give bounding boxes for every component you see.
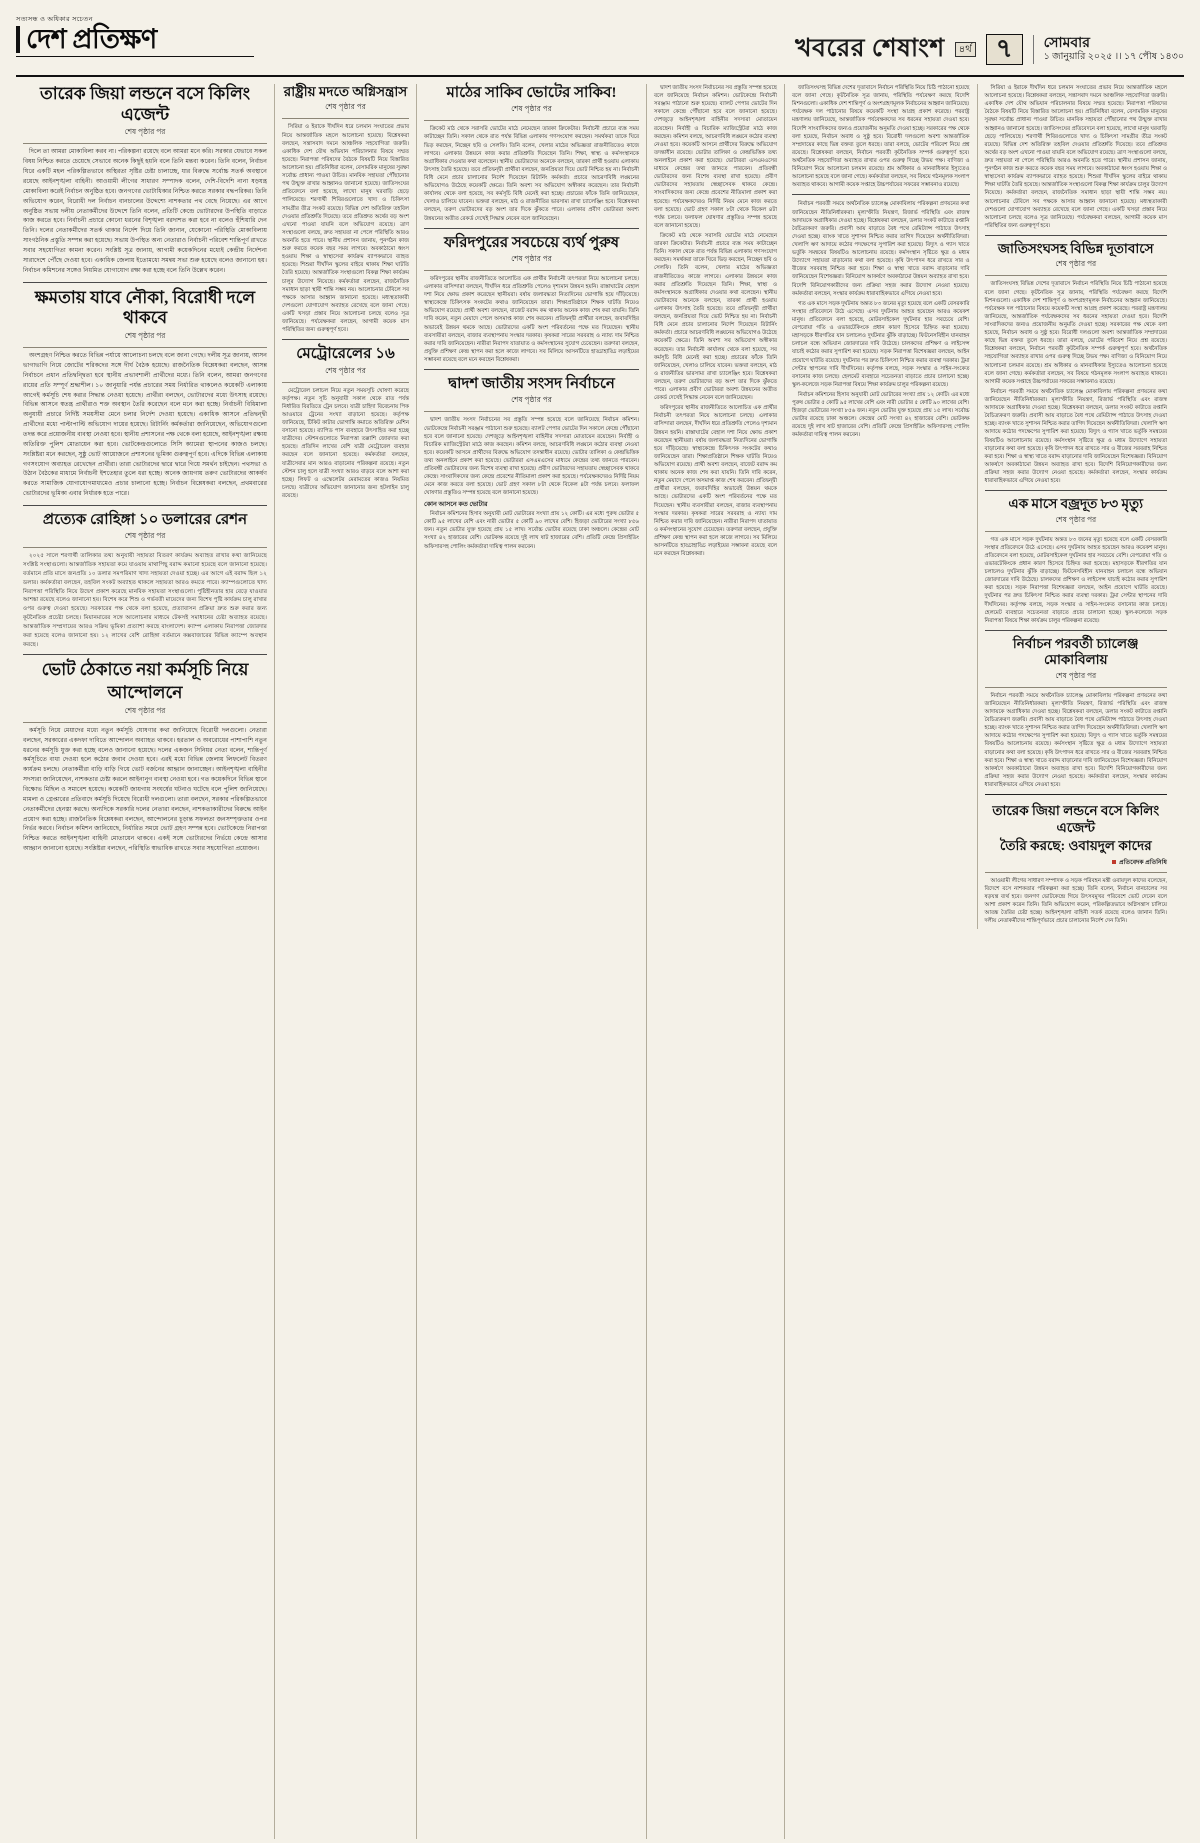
divider <box>792 194 970 195</box>
headline: তারেক জিয়া লন্ডনে বসে কিলিং এজেন্ট <box>39 84 251 124</box>
byline-text: শেষ পৃষ্ঠার পর <box>1055 670 1097 680</box>
article-continuation-left <box>654 84 777 558</box>
divider <box>985 630 1168 631</box>
headline: ফরিদপুরের সবচেয়ে ব্যর্থ পুরুষ <box>444 234 619 251</box>
headline: জাতিসংঘসহ বিভিন্ন দূতাবাসে <box>997 240 1154 256</box>
article-tarek-killing-agent-obaidul <box>985 803 1168 925</box>
paragraph: মেট্রোরেল চলাচল নিয়ে নতুন সময়সূচি ঘোষণা করেছে কর্তৃপক্ষ। নতুন সূচি অনুযায়ী সকাল থেকে রাত পর্যন্ত নির্ধারিত বিরতিতে ট্রেন চলবে। যাত্রী চাহিদা বিবেচনায় পিক আওয়ারে ট্রেনের সংখ্যা বাড়ানো হয়েছে। কর্তৃপক্ষ জানিয়েছে, টিকিট কাটার ভোগান্তি কমাতে অতিরিক্ত মেশিন বসানো হয়েছে। র‍্যাপিড পাস ব্যবহারে উৎসাহিত করা হচ্ছে যাত্রীদের। স্টেশনগুলোতে নিরাপত্তা তল্লাশি জোরদার করা হয়েছে। প্রতিদিন লাখের বেশি যাত্রী মেট্রোরেল ব্যবহার করছেন বলে জানানো হয়েছে। কর্মকর্তারা বলছেন, যাত্রীসেবার মান আরও বাড়ানোর পরিকল্পনা রয়েছে। নতুন স্টেশন চালু হলে যাত্রী সংখ্যা আরও বাড়বে বলে আশা করা হচ্ছে। লিফট ও এস্কেলেটর মেরামতের কাজও নিয়মিত চলছে। যাত্রীদের অভিযোগ জানানোর জন্য হটলাইন চালু রয়েছে। <box>282 387 409 500</box>
article-lightning-deaths <box>985 496 1168 625</box>
byline <box>985 259 1168 271</box>
divider <box>282 118 409 119</box>
logo-block[interactable] <box>16 14 266 57</box>
divider <box>282 382 409 383</box>
article-body <box>23 727 267 855</box>
column-4 <box>646 84 784 1839</box>
article-body-top <box>985 84 1168 230</box>
paragraph: জাতিসংঘসহ বিভিন্ন দেশের দূতাবাসে নির্বাচন পরিস্থিতি নিয়ে চিঠি পাঠানো হয়েছে বলে জানা গেছে। কূটনৈতিক সূত্র জানায়, পরিস্থিতি পর্যবেক্ষণ করছে বিদেশি মিশনগুলো। একাধিক দেশ শান্তিপূর্ণ ও অংশগ্রহণমূলক নির্বাচনের আহ্বান জানিয়েছে। পর্যবেক্ষক দল পাঠানোর বিষয়ে কয়েকটি সংস্থা আগ্রহ প্রকাশ করেছে। পররাষ্ট্র মন্ত্রণালয় জানিয়েছে, আন্তর্জাতিক পর্যবেক্ষকদের সব ধরনের সহায়তা দেওয়া হবে। বিদেশি সাংবাদিকদের জন্যও প্রয়োজনীয় অনুমতি দেওয়া হচ্ছে। সরকারের পক্ষ থেকে বলা হয়েছে, নির্বাচন অবাধ ও সুষ্ঠু হবে। বিরোধী দলগুলো অবশ্য আন্তর্জাতিক সম্প্রদায়ের কাছে ভিন্ন বক্তব্য তুলে ধরছে। তারা বলছে, ভোটের পরিবেশ নিয়ে প্রশ্ন রয়েছে। বিশ্লেষকরা বলছেন, নির্বাচন পরবর্তী কূটনৈতিক সম্পর্ক গুরুত্বপূর্ণ হবে। অর্থনৈতিক সহযোগিতা অব্যাহত রাখার ওপর গুরুত্ব দিচ্ছে উভয় পক্ষ। বাণিজ্য ও বিনিয়োগ নিয়ে আলোচনা চলমান রয়েছে। শ্রম অধিকার ও মানবাধিকার ইস্যুতেও আলোচনা হয়েছে বলে জানা গেছে। কর্মকর্তারা বলছেন, সব বিষয়ে গঠনমূলক সংলাপ অব্যাহত থাকবে। আগামী কয়েক সপ্তাহে উচ্চপর্যায়ের সফরের সম্ভাবনাও রয়েছে। <box>984 281 1167 385</box>
divider <box>23 547 267 548</box>
article-body <box>985 877 1168 926</box>
paragraph: ক্রিকেট মাঠ থেকে সরাসরি ভোটের মাঠে নেমেছেন তারকা ক্রিকেটার। নির্বাচনী প্রচারে ব্যস্ত সময় কাটাচ্ছেন তিনি। সকাল থেকে রাত পর্যন্ত বিভিন্ন এলাকায় গণসংযোগ করছেন। সমর্থকরা তাকে ঘিরে ভিড় করছেন, নিচ্ছেন ছবি ও সেলফি। তিনি বলেন, খেলার মাঠের অভিজ্ঞতা রাজনীতিতেও কাজে লাগবে। এলাকার উন্নয়নে কাজ করার প্রতিশ্রুতি দিয়েছেন তিনি। শিক্ষা, স্বাস্থ্য ও কর্মসংস্থানকে অগ্রাধিকার দেওয়ার কথা বলেছেন। স্থানীয় ভোটারদের অনেকে বলছেন, তারকা প্রার্থী হওয়ায় এলাকায় উৎসাহ তৈরি হয়েছে। তবে প্রতিদ্বন্দ্বী প্রার্থীরা বলছেন, জনপ্রিয়তা দিয়ে ভোট নিশ্চিত হয় না। নির্বাচনী বিধি মেনে প্রচার চালানোর নির্দেশ দিয়েছেন রিটার্নিং কর্মকর্তা। প্রচারে আচরণবিধি লঙ্ঘনের অভিযোগও উঠেছে কয়েকটি ক্ষেত্রে। তিনি অবশ্য সব অভিযোগ অস্বীকার করেছেন। তার নির্বাচনী কার্যালয় থেকে বলা হয়েছে, সব কর্মসূচি বিধি মেনেই করা হচ্ছে। প্রচারের ফাঁকে তিনি জানিয়েছেন, খেলাও চালিয়ে যাবেন। ভক্তরা বলছেন, মাঠ ও রাজনীতির ভারসাম্য রাখা চ্যালেঞ্জিং হবে। বিশ্লেষকরা বলছেন, তরুণ ভোটারদের বড় অংশ তার দিকে ঝুঁকতে পারে। এলাকার প্রবীণ ভোটাররা অবশ্য উন্নয়নের অতীত রেকর্ড দেখেই সিদ্ধান্ত নেবেন বলে জানিয়েছেন। <box>424 126 639 222</box>
column-5-left <box>792 84 978 929</box>
byline <box>23 127 267 139</box>
article-body <box>424 275 639 364</box>
article-body <box>282 123 409 334</box>
article-body-continuation <box>792 84 970 189</box>
columns-container <box>16 84 1184 1839</box>
paragraph: দ্বাদশ জাতীয় সংসদ নির্বাচনের সব প্রস্তুতি সম্পন্ন হয়েছে বলে জানিয়েছে নির্বাচন কমিশন। ভোটকেন্দ্রে নির্বাচনী সরঞ্জাম পাঠানো শুরু হয়েছে। ব্যালট পেপার ভোটের দিন সকালে কেন্দ্রে পৌঁছানো হবে বলে জানানো হয়েছে। দেশজুড়ে আইনশৃঙ্খলা বাহিনীর সদস্যরা মোতায়েন রয়েছেন। নির্বাহী ও বিচারিক ম্যাজিস্ট্রেটরা মাঠে কাজ করছেন। কমিশন বলছে, আচরণবিধি লঙ্ঘনে কঠোর ব্যবস্থা নেওয়া হবে। কয়েকটি আসনে প্রার্থীদের বিরুদ্ধে অভিযোগ তদন্তাধীন রয়েছে। ভোটার তালিকা ও কেন্দ্রভিত্তিক তথ্য অনলাইনে প্রকাশ করা হয়েছে। ভোটাররা এসএমএসের মাধ্যমে কেন্দ্রের তথ্য জানতে পারবেন। প্রতিবন্ধী ভোটারদের জন্য বিশেষ ব্যবস্থা রাখা হয়েছে। প্রবীণ ভোটারদের সহায়তায় স্বেচ্ছাসেবক থাকবে কেন্দ্রে। সাংবাদিকদের জন্য কেন্দ্রে প্রবেশের নীতিমালা প্রকাশ করা হয়েছে। পর্যবেক্ষকদেরও নির্দিষ্ট নিয়ম মেনে কাজ করতে বলা হয়েছে। ভোট গ্রহণ সকাল ৮টা থেকে বিকেল ৪টা পর্যন্ত চলবে। ফলাফল ঘোষণার প্রস্তুতিও সম্পন্ন হয়েছে বলে জানানো হয়েছে। <box>424 417 639 497</box>
article-faridpur <box>424 234 639 365</box>
column-1 <box>16 84 274 1839</box>
article-body <box>985 280 1168 485</box>
divider <box>985 235 1168 236</box>
headline: নির্বাচন পরবর্তী চ্যালেঞ্জ মোকাবিলায় <box>1012 635 1139 668</box>
paragraph-3: নির্বাচন কমিশনের হিসাব অনুযায়ী মোট ভোটারের সংখ্যা প্রায় ১২ কোটি। এর মধ্যে পুরুষ ভোটার ৫ কোটি ৯৫ লাখের বেশি এবং নারী ভোটার ৫ কোটি ৯০ লাখের বেশি। হিজড়া ভোটারের সংখ্যা ৮৫৬ জন। নতুন ভোটার যুক্ত হয়েছে প্রায় ১৫ লাখ। সর্বোচ্চ ভোটার রয়েছে ঢাকা অঞ্চলে। কেন্দ্রের মোট সংখ্যা ৪২ হাজারের বেশি। ভোটকক্ষ রয়েছে দুই লাখ ষাট হাজারের বেশি। প্রতিটি কেন্দ্রে প্রিসাইডিং অফিসারসহ পোলিং কর্মকর্তারা দায়িত্ব পালন করবেন। <box>792 391 970 439</box>
divider <box>985 794 1168 798</box>
divider <box>424 369 639 370</box>
divider <box>424 120 639 121</box>
column-5-right <box>978 84 1168 929</box>
byline-text: শেষ পৃষ্ঠার পর <box>124 127 166 137</box>
article-tarek-killing-agent <box>23 84 267 277</box>
article-body <box>282 387 409 501</box>
headline: মেট্রোরেলের ১৬ <box>296 346 395 363</box>
divider <box>23 347 267 348</box>
paragraph: দিলে তা আমরা মোকাবিলা করব না। পরিকল্পনা রয়েছে বলে আমরা মনে করি। সরকার যেভাবে সকল বিষয় নিশ্চিত করতে চেয়েছে সেভাবে অনেক কিছুই হয়নি বলে তিনি মন্তব্য করেন। তিনি বলেন, নির্বাচন ঘিরে একটি মহল পরিকল্পিতভাবে অস্থিরতা সৃষ্টির চেষ্টা চালাচ্ছে, যার বিরুদ্ধে সর্বোচ্চ সতর্ক অবস্থানে রয়েছে আইনশৃঙ্খলা বাহিনী। আওয়ামী লীগের সাধারণ সম্পাদক বলেন, দেশি-বিদেশি নানা ষড়যন্ত্র মোকাবিলা করেই নির্বাচন অনুষ্ঠিত হবে। জনগণের ভোটাধিকার নিশ্চিত করতে সরকার বদ্ধপরিকর। তিনি অভিযোগ করেন, বিরোধী দল নির্বাচন বানচালের উদ্দেশ্যে নাশকতার পথ বেছে নিয়েছে। এর আগে অনুষ্ঠিত সভায় দলীয় নেতাকর্মীদের উদ্দেশে তিনি বলেন, প্রতিটি কেন্দ্রে ভোটারদের উপস্থিতি বাড়াতে কাজ করতে হবে। নির্বাচনী প্রচারে কোনো ধরনের বিশৃঙ্খলা বরদাশত করা হবে না বলেও হুঁশিয়ারি দেন তিনি। দলের নেতাকর্মীদের সতর্ক থাকার নির্দেশ দিয়ে তিনি জানান, যেকোনো পরিস্থিতি মোকাবিলায় সাংগঠনিক প্রস্তুতি সম্পন্ন করা হয়েছে। সভায় উপস্থিত অন্য নেতারাও নির্বাচনী পরিবেশ শান্তিপূর্ণ রাখতে সবার সহযোগিতা কামনা করেন। সংশ্লিষ্ট সূত্র জানায়, আগামী কয়েকদিনের মধ্যেই কেন্দ্রীয় নির্দেশনা সারাদেশে পৌঁছে দেওয়া হবে। একাধিক জেলায় ইতোমধ্যে সমন্বয় সভা শুরু হয়েছে বলেও জানানো হয়। নির্বাচন কমিশনের সঙ্গেও নিয়মিত যোগাযোগ রক্ষা করা হচ্ছে বলে তিনি উল্লেখ করেন। <box>23 149 267 274</box>
byline <box>424 254 639 266</box>
headline: ক্ষমতায় যাবে নৌকা, বিরোধী দলে থাকবে <box>34 287 256 328</box>
byline-text: শেষ পৃষ্ঠার পর <box>325 365 366 375</box>
credit-text: প্রতিবেদক প্রতিনিধি <box>1119 858 1167 866</box>
byline <box>985 671 1168 683</box>
byline-text: শেষ পৃষ্ঠার পর <box>1055 514 1097 524</box>
divider <box>424 270 639 271</box>
byline-text: শেষ পৃষ্ঠার পর <box>511 395 552 405</box>
sub-kicker: কোন আসনে কত ভোটার <box>424 500 488 508</box>
divider <box>985 490 1168 491</box>
masthead-right <box>795 14 1184 71</box>
byline-text: শেষ পৃষ্ঠার পর <box>124 331 166 341</box>
byline-text: শেষ পৃষ্ঠার পর <box>511 104 552 114</box>
byline-text: শেষ পৃষ্ঠার পর <box>325 102 366 112</box>
headline: এক মাসে বজ্রদূত ৮৩ মৃত্যু <box>1008 496 1144 512</box>
article-vote-protest-program <box>23 660 267 855</box>
column-3 <box>416 84 646 1839</box>
byline <box>282 366 409 378</box>
byline <box>424 104 639 116</box>
divider <box>23 505 267 506</box>
byline-text: শেষ পৃষ্ঠার পর <box>124 531 166 541</box>
square-bullet-icon <box>1112 860 1116 864</box>
article-12th-parliament <box>424 375 639 551</box>
byline <box>23 706 267 718</box>
headline-line-1: ভোট ঠেকাতে নয়া কর্মসূচি নিয়ে <box>41 660 249 680</box>
paragraph-2: নির্বাচন কমিশনের হিসাব অনুযায়ী মোট ভোটারের সংখ্যা প্রায় ১২ কোটি। এর মধ্যে পুরুষ ভোটার ৫ কোটি ৯৫ লাখের বেশি এবং নারী ভোটার ৫ কোটি ৯০ লাখের বেশি। হিজড়া ভোটারের সংখ্যা ৮৫৬ জন। নতুন ভোটার যুক্ত হয়েছে প্রায় ১৫ লাখ। সর্বোচ্চ ভোটার রয়েছে ঢাকা অঞ্চলে। কেন্দ্রের মোট সংখ্যা ৪২ হাজারের বেশি। ভোটকক্ষ রয়েছে দুই লাখ ষাট হাজারের বেশি। প্রতিটি কেন্দ্রে প্রিসাইডিং অফিসারসহ পোলিং কর্মকর্তারা দায়িত্ব পালন করবেন। <box>424 511 639 550</box>
masthead <box>16 14 1184 77</box>
paragraph: নির্বাচন পরবর্তী সময়ে অর্থনৈতিক চ্যালেঞ্জ মোকাবিলায় পরিকল্পনা প্রণয়নের কথা জানিয়েছেন নীতিনির্ধারকরা। মূল্যস্ফীতি নিয়ন্ত্রণ, রিজার্ভ পরিস্থিতি এবং রাজস্ব আদায়কে অগ্রাধিকার দেওয়া হচ্ছে। বিশ্লেষকরা বলছেন, ডলার সংকট কাটাতে রপ্তানি বৈচিত্র্যকরণ জরুরি। প্রবাসী আয় বাড়াতে বৈধ পথে রেমিট্যান্স পাঠাতে উৎসাহ দেওয়া হচ্ছে। ব্যাংক খাতে সুশাসন নিশ্চিত করার তাগিদ দিয়েছেন অর্থনীতিবিদরা। খেলাপি ঋণ আদায়ে কঠোর পদক্ষেপের সুপারিশ করা হয়েছে। বিদ্যুৎ ও গ্যাস খাতে ভর্তুকি সমন্বয়ের বিষয়টিও আলোচনায় রয়েছে। কর্মসংস্থান সৃষ্টিতে ক্ষুদ্র ও মধ্যম উদ্যোগে সহায়তা বাড়ানোর কথা বলা হয়েছে। কৃষি উৎপাদন ধরে রাখতে সার ও বীজের সরবরাহ নিশ্চিত করা হবে। শিক্ষা ও স্বাস্থ্য খাতে বরাদ্দ বাড়ানোর দাবি জানিয়েছেন বিশেষজ্ঞরা। বিনিয়োগ আকর্ষণে অবকাঠামো উন্নয়ন অব্যাহত রাখা হবে। বিদেশি বিনিয়োগকারীদের জন্য প্রক্রিয়া সহজ করার উদ্যোগ নেওয়া হয়েছে। কর্মকর্তারা বলছেন, সংস্কার কার্যক্রম ধারাবাহিকভাবে এগিয়ে নেওয়া হবে। <box>792 201 970 297</box>
column-2 <box>274 84 416 1839</box>
paragraph: দ্বাদশ জাতীয় সংসদ নির্বাচনের সব প্রস্তুতি সম্পন্ন হয়েছে বলে জানিয়েছে নির্বাচন কমিশন। ভোটকেন্দ্রে নির্বাচনী সরঞ্জাম পাঠানো শুরু হয়েছে। ব্যালট পেপার ভোটের দিন সকালে কেন্দ্রে পৌঁছানো হবে বলে জানানো হয়েছে। দেশজুড়ে আইনশৃঙ্খলা বাহিনীর সদস্যরা মোতায়েন রয়েছেন। নির্বাহী ও বিচারিক ম্যাজিস্ট্রেটরা মাঠে কাজ করছেন। কমিশন বলছে, আচরণবিধি লঙ্ঘনে কঠোর ব্যবস্থা নেওয়া হবে। কয়েকটি আসনে প্রার্থীদের বিরুদ্ধে অভিযোগ তদন্তাধীন রয়েছে। ভোটার তালিকা ও কেন্দ্রভিত্তিক তথ্য অনলাইনে প্রকাশ করা হয়েছে। ভোটাররা এসএমএসের মাধ্যমে কেন্দ্রের তথ্য জানতে পারবেন। প্রতিবন্ধী ভোটারদের জন্য বিশেষ ব্যবস্থা রাখা হয়েছে। প্রবীণ ভোটারদের সহায়তায় স্বেচ্ছাসেবক থাকবে কেন্দ্রে। সাংবাদিকদের জন্য কেন্দ্রে প্রবেশের নীতিমালা প্রকাশ করা হয়েছে। পর্যবেক্ষকদেরও নির্দিষ্ট নিয়ম মেনে কাজ করতে বলা হয়েছে। ভোট গ্রহণ সকাল ৮টা থেকে বিকেল ৪টা পর্যন্ত চলবে। ফলাফল ঘোষণার প্রস্তুতিও সম্পন্ন হয়েছে বলে জানানো হয়েছে। <box>654 85 777 229</box>
divider <box>985 275 1168 276</box>
divider <box>282 339 409 340</box>
headline-line-2: আন্দোলনে <box>107 683 183 703</box>
byline <box>23 331 267 343</box>
byline <box>424 395 639 407</box>
byline <box>985 515 1168 527</box>
byline-text: শেষ পৃষ্ঠার পর <box>1055 259 1097 269</box>
divider <box>23 143 267 144</box>
divider <box>985 687 1168 688</box>
paragraph-2: নির্বাচন পরবর্তী সময়ে অর্থনৈতিক চ্যালেঞ্জ মোকাবিলায় পরিকল্পনা প্রণয়নের কথা জানিয়েছেন নীতিনির্ধারকরা। মূল্যস্ফীতি নিয়ন্ত্রণ, রিজার্ভ পরিস্থিতি এবং রাজস্ব আদায়কে অগ্রাধিকার দেওয়া হচ্ছে। বিশ্লেষকরা বলছেন, ডলার সংকট কাটাতে রপ্তানি বৈচিত্র্যকরণ জরুরি। প্রবাসী আয় বাড়াতে বৈধ পথে রেমিট্যান্স পাঠাতে উৎসাহ দেওয়া হচ্ছে। ব্যাংক খাতে সুশাসন নিশ্চিত করার তাগিদ দিয়েছেন অর্থনীতিবিদরা। খেলাপি ঋণ আদায়ে কঠোর পদক্ষেপের সুপারিশ করা হয়েছে। বিদ্যুৎ ও গ্যাস খাতে ভর্তুকি সমন্বয়ের বিষয়টিও আলোচনায় রয়েছে। কর্মসংস্থান সৃষ্টিতে ক্ষুদ্র ও মধ্যম উদ্যোগে সহায়তা বাড়ানোর কথা বলা হয়েছে। কৃষি উৎপাদন ধরে রাখতে সার ও বীজের সরবরাহ নিশ্চিত করা হবে। শিক্ষা ও স্বাস্থ্য খাতে বরাদ্দ বাড়ানোর দাবি জানিয়েছেন বিশেষজ্ঞরা। বিনিয়োগ আকর্ষণে অবকাঠামো উন্নয়ন অব্যাহত রাখা হবে। বিদেশি বিনিয়োগকারীদের জন্য প্রক্রিয়া সহজ করার উদ্যোগ নেওয়া হয়েছে। কর্মকর্তারা বলছেন, সংস্কার কার্যক্রম ধারাবাহিকভাবে এগিয়ে নেওয়া হবে। <box>984 388 1167 485</box>
article-body-continuation-2 <box>792 200 970 439</box>
byline-text: শেষ পৃষ্ঠার পর <box>124 705 166 715</box>
page-badge: ৪র্থ <box>955 42 976 57</box>
article-nouka-power <box>23 288 267 500</box>
article-body <box>23 552 267 649</box>
article-credit <box>985 857 1168 868</box>
divider <box>424 411 639 412</box>
paragraph-2: ক্রিকেট মাঠ থেকে সরাসরি ভোটের মাঠে নেমেছেন তারকা ক্রিকেটার। নির্বাচনী প্রচারে ব্যস্ত সময় কাটাচ্ছেন তিনি। সকাল থেকে রাত পর্যন্ত বিভিন্ন এলাকায় গণসংযোগ করছেন। সমর্থকরা তাকে ঘিরে ভিড় করছেন, নিচ্ছেন ছবি ও সেলফি। তিনি বলেন, খেলার মাঠের অভিজ্ঞতা রাজনীতিতেও কাজে লাগবে। এলাকার উন্নয়নে কাজ করার প্রতিশ্রুতি দিয়েছেন তিনি। শিক্ষা, স্বাস্থ্য ও কর্মসংস্থানকে অগ্রাধিকার দেওয়ার কথা বলেছেন। স্থানীয় ভোটারদের অনেকে বলছেন, তারকা প্রার্থী হওয়ায় এলাকায় উৎসাহ তৈরি হয়েছে। তবে প্রতিদ্বন্দ্বী প্রার্থীরা বলছেন, জনপ্রিয়তা দিয়ে ভোট নিশ্চিত হয় না। নির্বাচনী বিধি মেনে প্রচার চালানোর নির্দেশ দিয়েছেন রিটার্নিং কর্মকর্তা। প্রচারে আচরণবিধি লঙ্ঘনের অভিযোগও উঠেছে কয়েকটি ক্ষেত্রে। তিনি অবশ্য সব অভিযোগ অস্বীকার করেছেন। তার নির্বাচনী কার্যালয় থেকে বলা হয়েছে, সব কর্মসূচি বিধি মেনেই করা হচ্ছে। প্রচারের ফাঁকে তিনি জানিয়েছেন, খেলাও চালিয়ে যাবেন। ভক্তরা বলছেন, মাঠ ও রাজনীতির ভারসাম্য রাখা চ্যালেঞ্জিং হবে। বিশ্লেষকরা বলছেন, তরুণ ভোটারদের বড় অংশ তার দিকে ঝুঁকতে পারে। এলাকার প্রবীণ ভোটাররা অবশ্য উন্নয়নের অতীত রেকর্ড দেখেই সিদ্ধান্ত নেবেন বলে জানিয়েছেন। <box>654 232 777 402</box>
headline-line-1: তারেক জিয়া লন্ডনে বসে কিলিং এজেন্ট <box>992 803 1160 835</box>
paragraph: আওয়ামী লীগের সাধারণ সম্পাদক ও সড়ক পরিবহন মন্ত্রী ওবায়দুল কাদের বলেছেন, বিদেশে বসে নাশকতার পরিকল্পনা করা হচ্ছে। তিনি বলেন, নির্বাচন বানচালের সব ষড়যন্ত্র ব্যর্থ হবে। জনগণ ভোটকেন্দ্রে গিয়ে উৎসবমুখর পরিবেশে ভোট দেবেন বলে আশা প্রকাশ করেন তিনি। তিনি অভিযোগ করেন, পরিকল্পিতভাবে অগ্নিসন্ত্রাস চালিয়ে আতঙ্ক তৈরির চেষ্টা হচ্ছে। আইনশৃঙ্খলা বাহিনী সতর্ক রয়েছে বলেও জানান তিনি। দলীয় নেতাকর্মীদের শান্তিপূর্ণভাবে প্রচার চালানোর নির্দেশ দেন তিনি। <box>984 877 1167 925</box>
article-post-election-challenge <box>985 636 1168 789</box>
byline <box>282 102 409 114</box>
article-body <box>23 352 267 500</box>
byline-text: শেষ পৃষ্ঠার পর <box>511 253 552 263</box>
logo-underline <box>16 56 254 57</box>
paragraph: কর্মসূচি নিয়ে মেয়াদের মধ্যে নতুন কর্মসূচি ঘোষণার কথা জানিয়েছে বিরোধী দলগুলো। নেতারা বলছেন, সরকারের একদফা দাবিতে আন্দোলন অব্যাহত থাকবে। হরতাল ও অবরোধের পাশাপাশি নতুন ধরনের কর্মসূচি যুক্ত করা হচ্ছে বলেও জানানো হয়েছে। দলের একজন সিনিয়র নেতা বলেন, শান্তিপূর্ণ কর্মসূচিতে বাধা দেওয়া হলে কঠোর জবাব দেওয়া হবে। এরই মধ্যে বিভিন্ন জেলায় লিফলেট বিতরণ কার্যক্রম চলছে। নেতাকর্মীরা বাড়ি বাড়ি গিয়ে ভোট বর্জনের আহ্বান জানাচ্ছেন। আইনশৃঙ্খলা বাহিনীর সদস্যরা জানিয়েছেন, নাশকতার চেষ্টা করলে আইনানুগ ব্যবস্থা নেওয়া হবে। গত কয়েকদিনে বিভিন্ন স্থানে বিক্ষোভ মিছিল ও সমাবেশ হয়েছে। কয়েকটি জায়গায় সংঘর্ষের ঘটনাও ঘটেছে বলে পুলিশ জানিয়েছে। মামলা ও গ্রেপ্তারের প্রতিবাদে কর্মসূচি দিয়েছে বিরোধী দলগুলো। তারা বলছেন, সরকার পরিকল্পিতভাবে নেতাকর্মীদের হেনস্তা করছে। অন্যদিকে সরকারি দলের নেতারা বলছেন, নাশকতাকারীদের বিরুদ্ধে আইন প্রয়োগ করা হচ্ছে। রাজনৈতিক বিশ্লেষকরা বলছেন, আন্দোলনের চূড়ান্ত সফলতা জনসম্পৃক্ততার ওপর নির্ভর করবে। নির্বাচন কমিশন জানিয়েছে, নির্ধারিত সময়ে ভোট গ্রহণ সম্পন্ন হবে। ভোটকেন্দ্রে নিরাপত্তা নিশ্চিত করতে আইনশৃঙ্খলা বাহিনী মোতায়েন থাকবে। একই সঙ্গে ভোটারদের নির্ভয়ে কেন্দ্রে আসার আহ্বান জানানো হয়েছে। সংশ্লিষ্টরা বলছেন, পরিস্থিতি স্বাভাবিক রাখতে সবার সহযোগিতা প্রয়োজন। <box>23 727 267 853</box>
page-number: ৭ <box>986 34 1023 65</box>
divider <box>23 722 267 723</box>
article-rohingya-ration <box>23 511 267 649</box>
headline: রাষ্ট্রীয় মদতে অগ্নিসন্ত্রাস <box>283 84 408 99</box>
paragraph: ২০২৫ সালে শরণার্থী তালিকার তথ্য অনুযায়ী সহায়তা বিতরণ কার্যক্রম অব্যাহত রাখার কথা জানিয়েছে সংশ্লিষ্ট সংস্থাগুলো। আন্তর্জাতিক সহায়তা কমে যাওয়ায় মাথাপিছু বরাদ্দ কমানো হয়েছে বলে জানানো হয়েছে। বর্তমানে প্রতি মাসে জনপ্রতি ১০ ডলার সমপরিমাণ খাদ্য সহায়তা দেওয়া হচ্ছে। এর আগে এই বরাদ্দ ছিল ১২ ডলার। কর্মকর্তারা বলছেন, তহবিল সংকট অব্যাহত থাকলে সহায়তা আরও কমতে পারে। ক্যাম্পগুলোতে খাদ্য নিরাপত্তা পরিস্থিতি নিয়ে উদ্বেগ প্রকাশ করেছে মানবিক সহায়তা সংস্থাগুলো। পুষ্টিহীনতার হার বেড়ে যাওয়ার আশঙ্কা রয়েছে বলেও জানানো হয়। বিশেষ করে শিশু ও গর্ভবতী মায়েদের জন্য বিশেষ পুষ্টি কার্যক্রম চালু রাখার ওপর গুরুত্ব দেওয়া হয়েছে। সরকারের পক্ষ থেকে বলা হয়েছে, প্রত্যাবাসন প্রক্রিয়া দ্রুত শুরু করার জন্য কূটনৈতিক প্রচেষ্টা চলছে। মিয়ানমারের সঙ্গে আলোচনার মাধ্যমে টেকসই সমাধানের চেষ্টা অব্যাহত রয়েছে। আন্তর্জাতিক সম্প্রদায়ের আরও সক্রিয় ভূমিকা প্রত্যাশা করছে বাংলাদেশ। ক্যাম্প এলাকায় নিরাপত্তা জোরদার করা হয়েছে বলেও জানানো হয়। ১২ লাখের বেশি রোহিঙ্গা বর্তমানে কক্সবাজারের বিভিন্ন ক্যাম্পে অবস্থান করছে। <box>23 553 267 648</box>
date-full: ১ জানুয়ারি ২০২৫ ।। ১৭ পৌষ ১৪৩০ <box>1043 52 1184 63</box>
paragraph-3: ফরিদপুরের স্থানীয় রাজনীতিতে আলোচিত এক প্রার্থীর নির্বাচনী তৎপরতা নিয়ে আলোচনা চলছে। এলাকার বাসিন্দারা বলছেন, দীর্ঘদিন ধরে প্রতিশ্রুতি পেলেও দৃশ্যমান উন্নয়ন হয়নি। রাস্তাঘাটের বেহাল দশা নিয়ে ক্ষোভ প্রকাশ করেছেন স্থানীয়রা। বর্ষায় জলাবদ্ধতা নিত্যদিনের ভোগান্তি হয়ে দাঁড়িয়েছে। স্বাস্থ্যকেন্দ্রে চিকিৎসক সংকটের কথাও জানিয়েছেন তারা। শিক্ষাপ্রতিষ্ঠানে শিক্ষক ঘাটতি নিয়েও অভিযোগ রয়েছে। প্রার্থী অবশ্য বলছেন, বাজেট বরাদ্দ কম থাকায় অনেক কাজ শেষ করা যায়নি। তিনি দাবি করেন, নতুন মেয়াদে পেলে অসমাপ্ত কাজ শেষ করবেন। প্রতিদ্বন্দ্বী প্রার্থীরা বলছেন, জবাবদিহির অভাবেই উন্নয়ন থমকে আছে। ভোটারদের একটি অংশ পরিবর্তনের পক্ষে মত দিয়েছেন। স্থানীয় ব্যবসায়ীরা বলছেন, বাজার ব্যবস্থাপনায় সংস্কার দরকার। কৃষকরা সারের সরবরাহ ও ন্যায্য দাম নিশ্চিত করার দাবি জানিয়েছেন। নারীরা নিরাপদ যাতায়াত ও কর্মসংস্থানের সুযোগ চেয়েছেন। তরুণরা বলছেন, প্রযুক্তি প্রশিক্ষণ কেন্দ্র স্থাপন করা হলে কাজে লাগবে। সব মিলিয়ে আসনটিতে হাড্ডাহাড্ডি লড়াইয়ের সম্ভাবনা রয়েছে বলে মনে করছেন বিশ্লেষকরা। <box>654 405 777 558</box>
article-state-sponsored-arson <box>282 84 409 334</box>
article-body <box>23 148 267 276</box>
logo-text: দেশ প্রতিক্ষণ <box>16 26 266 53</box>
paragraph: গত এক মাসে সড়ক দুর্ঘটনায় অন্তত ৮৩ জনের মৃত্যু হয়েছে বলে একটি বেসরকারি সংস্থার প্রতিবেদনে উঠে এসেছে। এসব দুর্ঘটনায় আহত হয়েছেন আরও কয়েকশ মানুষ। প্রতিবেদনে বলা হয়েছে, মোটরসাইকেল দুর্ঘটনার হার সবচেয়ে বেশি। বেপরোয়া গতি ও ওভারটেকিংকে প্রধান কারণ হিসেবে চিহ্নিত করা হয়েছে। মহাসড়কে ধীরগতির যান চলাচলও দুর্ঘটনার ঝুঁকি বাড়াচ্ছে। ফিটনেসবিহীন যানবাহন চলাচল বন্ধে অভিযান জোরদারের দাবি উঠেছে। চালকদের প্রশিক্ষণ ও লাইসেন্স যাচাই কঠোর করার সুপারিশ করা হয়েছে। সড়ক নিরাপত্তা বিশেষজ্ঞরা বলছেন, আইন প্রয়োগে ঘাটতি রয়েছে। দুর্ঘটনার পর দ্রুত চিকিৎসা নিশ্চিত করার ব্যবস্থা দরকার। ট্রমা সেন্টার স্থাপনের দাবি দীর্ঘদিনের। কর্তৃপক্ষ বলছে, সড়ক সংস্কার ও সাইন-সংকেত বসানোর কাজ চলছে। হেলমেট ব্যবহারে সচেতনতা বাড়াতে প্রচার চালানো হচ্ছে। স্কুল-কলেজে সড়ক নিরাপত্তা বিষয়ে শিক্ষা কার্যক্রম চালুর পরিকল্পনা রয়েছে। <box>984 536 1167 624</box>
headline: দ্বাদশ জাতীয় সংসদ নির্বাচনে <box>448 376 615 393</box>
paragraph: সিরিয়া ও ইরাকে দীর্ঘদিন ধরে চলমান সংঘাতের প্রভাব নিয়ে আন্তর্জাতিক মহলে আলোচনা হয়েছে। বিশ্লেষকরা বলছেন, সন্ত্রাসবাদ দমনে আঞ্চলিক সহযোগিতা জরুরি। একাধিক দেশ যৌথ অভিযান পরিচালনার বিষয়ে সম্মত হয়েছে। নিরাপত্তা পরিষদের বৈঠকে বিষয়টি নিয়ে বিস্তারিত আলোচনা হয়। প্রতিনিধিরা বলেন, বেসামরিক মানুষের সুরক্ষা সর্বোচ্চ প্রাধান্য পাওয়া উচিত। মানবিক সহায়তা পৌঁছানোর পথ উন্মুক্ত রাখার আহ্বানও জানানো হয়েছে। জাতিসংঘের প্রতিবেদনে বলা হয়েছে, লাখো মানুষ ঘরবাড়ি ছেড়ে পালিয়েছে। শরণার্থী শিবিরগুলোতে খাদ্য ও চিকিৎসা সামগ্রীর তীব্র সংকট রয়েছে। বিভিন্ন দেশ অতিরিক্ত তহবিল দেওয়ার প্রতিশ্রুতি দিয়েছে। তবে প্রতিশ্রুত অর্থের বড় অংশ এখনো পাওয়া যায়নি বলে অভিযোগ রয়েছে। ত্রাণ সংস্থাগুলো বলছে, দ্রুত সহায়তা না পেলে পরিস্থিতি আরও অবনতি হতে পারে। স্থানীয় প্রশাসন জানায়, পুনর্গঠন কাজ শুরু করতে কয়েক বছর সময় লাগবে। অবকাঠামো ধ্বংস হওয়ায় শিক্ষা ও স্বাস্থ্যসেবা কার্যক্রম ব্যাপকভাবে ব্যাহত হয়েছে। শিশুরা দীর্ঘদিন স্কুলের বাইরে থাকায় শিক্ষা ঘাটতি তৈরি হয়েছে। আন্তর্জাতিক সংস্থাগুলো বিকল্প শিক্ষা কার্যক্রম চালুর উদ্যোগ নিয়েছে। কর্মকর্তারা বলছেন, রাজনৈতিক সমাধান ছাড়া স্থায়ী শান্তি সম্ভব নয়। আলোচনার টেবিলে সব পক্ষকে আসার আহ্বান জানানো হয়েছে। মধ্যস্থতাকারী দেশগুলো যোগাযোগ অব্যাহত রেখেছে বলে জানা গেছে। একটি খসড়া প্রস্তাব নিয়ে আলোচনা চলছে বলেও সূত্র জানিয়েছে। পর্যবেক্ষকরা বলছেন, আগামী কয়েক মাস পরিস্থিতির জন্য গুরুত্বপূর্ণ হবে। <box>282 124 409 334</box>
paragraph: অংশগ্রহণ নিশ্চিত করতে বিভিন্ন পর্যায়ে আলোচনা চলছে বলে জানা গেছে। দলীয় সূত্র জানায়, আসন ভাগাভাগি নিয়ে জোটের শরিকদের সঙ্গে দীর্ঘ বৈঠক হয়েছে। রাজনৈতিক বিশ্লেষকরা বলছেন, আসন্ন নির্বাচনে প্রধান প্রতিদ্বন্দ্বিতা হবে স্থানীয় প্রভাবশালী প্রার্থীদের মধ্যে। তিনি বলেন, আমরা জনগণের রায়ের প্রতি সম্পূর্ণ শ্রদ্ধাশীল। ১০ জানুয়ারি পর্যন্ত প্রচারের সময় নির্ধারিত থাকলেও কয়েকটি এলাকায় আগেই কর্মসূচি শেষ করার সিদ্ধান্ত নেওয়া হয়েছে। প্রার্থীরা বলছেন, ভোটারদের মধ্যে উৎসাহ রয়েছে। বিভিন্ন আসনে স্বতন্ত্র প্রার্থীরাও শক্ত অবস্থান তৈরি করেছেন বলে মনে করা হচ্ছে। নির্বাচনী বিধিমালা অনুযায়ী প্রচারে নির্দিষ্ট সময়সীমা মেনে চলার নির্দেশ দেওয়া হয়েছে। একাধিক আসনে প্রতিদ্বন্দ্বী প্রার্থীদের মধ্যে পাল্টাপাল্টি অভিযোগ দায়ের হয়েছে। রিটার্নিং কর্মকর্তারা জানিয়েছেন, অভিযোগগুলো তদন্ত করে প্রয়োজনীয় ব্যবস্থা নেওয়া হবে। স্থানীয় প্রশাসনের পক্ষ থেকে বলা হয়েছে, আইনশৃঙ্খলা রক্ষায় অতিরিক্ত পুলিশ মোতায়েন করা হবে। ভোটকেন্দ্রগুলোতে সিসি ক্যামেরা স্থাপনের কাজও চলছে। সংশ্লিষ্টরা মনে করছেন, সুষ্ঠু ভোট আয়োজনে প্রশাসনের ভূমিকা গুরুত্বপূর্ণ হবে। এদিকে বিভিন্ন এলাকায় গণসংযোগ অব্যাহত রেখেছেন প্রার্থীরা। তারা ভোটারদের দ্বারে দ্বারে গিয়ে সমর্থন চাইছেন। পথসভা ও উঠান বৈঠকের মাধ্যমে নির্বাচনী ইশতেহার তুলে ধরা হচ্ছে। অনেক জায়গায় তরুণ ভোটারদের আকর্ষণ করতে সামাজিক যোগাযোগমাধ্যমেও প্রচার চালানো হচ্ছে। নির্বাচন বিশ্লেষকরা বলছেন, প্রথমবারের ভোটারদের ভূমিকা এবার নির্ধারক হতে পারে। <box>23 353 267 498</box>
article-body <box>985 536 1168 625</box>
article-body <box>424 125 639 222</box>
article-shakib <box>424 84 639 223</box>
paragraph: জাতিসংঘসহ বিভিন্ন দেশের দূতাবাসে নির্বাচন পরিস্থিতি নিয়ে চিঠি পাঠানো হয়েছে বলে জানা গেছে। কূটনৈতিক সূত্র জানায়, পরিস্থিতি পর্যবেক্ষণ করছে বিদেশি মিশনগুলো। একাধিক দেশ শান্তিপূর্ণ ও অংশগ্রহণমূলক নির্বাচনের আহ্বান জানিয়েছে। পর্যবেক্ষক দল পাঠানোর বিষয়ে কয়েকটি সংস্থা আগ্রহ প্রকাশ করেছে। পররাষ্ট্র মন্ত্রণালয় জানিয়েছে, আন্তর্জাতিক পর্যবেক্ষকদের সব ধরনের সহায়তা দেওয়া হবে। বিদেশি সাংবাদিকদের জন্যও প্রয়োজনীয় অনুমতি দেওয়া হচ্ছে। সরকারের পক্ষ থেকে বলা হয়েছে, নির্বাচন অবাধ ও সুষ্ঠু হবে। বিরোধী দলগুলো অবশ্য আন্তর্জাতিক সম্প্রদায়ের কাছে ভিন্ন বক্তব্য তুলে ধরছে। তারা বলছে, ভোটের পরিবেশ নিয়ে প্রশ্ন রয়েছে। বিশ্লেষকরা বলছেন, নির্বাচন পরবর্তী কূটনৈতিক সম্পর্ক গুরুত্বপূর্ণ হবে। অর্থনৈতিক সহযোগিতা অব্যাহত রাখার ওপর গুরুত্ব দিচ্ছে উভয় পক্ষ। বাণিজ্য ও বিনিয়োগ নিয়ে আলোচনা চলমান রয়েছে। শ্রম অধিকার ও মানবাধিকার ইস্যুতেও আলোচনা হয়েছে বলে জানা গেছে। কর্মকর্তারা বলছেন, সব বিষয়ে গঠনমূলক সংলাপ অব্যাহত থাকবে। আগামী কয়েক সপ্তাহে উচ্চপর্যায়ের সফরের সম্ভাবনাও রয়েছে। <box>792 85 970 189</box>
divider <box>985 531 1168 532</box>
date-block <box>1033 35 1184 64</box>
article-body <box>424 416 639 550</box>
article-metrorail <box>282 345 409 500</box>
divider <box>985 872 1168 873</box>
headline: প্রত্যেক রোহিঙ্গা ১০ ডলারের রেশন <box>42 512 248 528</box>
divider <box>23 282 267 283</box>
article-un-embassies <box>985 241 1168 485</box>
paragraph-2: গত এক মাসে সড়ক দুর্ঘটনায় অন্তত ৮৩ জনের মৃত্যু হয়েছে বলে একটি বেসরকারি সংস্থার প্রতিবেদনে উঠে এসেছে। এসব দুর্ঘটনায় আহত হয়েছেন আরও কয়েকশ মানুষ। প্রতিবেদনে বলা হয়েছে, মোটরসাইকেল দুর্ঘটনার হার সবচেয়ে বেশি। বেপরোয়া গতি ও ওভারটেকিংকে প্রধান কারণ হিসেবে চিহ্নিত করা হয়েছে। মহাসড়কে ধীরগতির যান চলাচলও দুর্ঘটনার ঝুঁকি বাড়াচ্ছে। ফিটনেসবিহীন যানবাহন চলাচল বন্ধে অভিযান জোরদারের দাবি উঠেছে। চালকদের প্রশিক্ষণ ও লাইসেন্স যাচাই কঠোর করার সুপারিশ করা হয়েছে। সড়ক নিরাপত্তা বিশেষজ্ঞরা বলছেন, আইন প্রয়োগে ঘাটতি রয়েছে। দুর্ঘটনার পর দ্রুত চিকিৎসা নিশ্চিত করার ব্যবস্থা দরকার। ট্রমা সেন্টার স্থাপনের দাবি দীর্ঘদিনের। কর্তৃপক্ষ বলছে, সড়ক সংস্কার ও সাইন-সংকেত বসানোর কাজ চলছে। হেলমেট ব্যবহারে সচেতনতা বাড়াতে প্রচার চালানো হচ্ছে। স্কুল-কলেজে সড়ক নিরাপত্তা বিষয়ে শিক্ষা কার্যক্রম চালুর পরিকল্পনা রয়েছে। <box>792 300 970 388</box>
byline <box>23 531 267 543</box>
headline: মাঠের সাকিব ভোটের সাকিব! <box>446 85 617 101</box>
article-body <box>654 84 777 558</box>
paragraph: সিরিয়া ও ইরাকে দীর্ঘদিন ধরে চলমান সংঘাতের প্রভাব নিয়ে আন্তর্জাতিক মহলে আলোচনা হয়েছে। বিশ্লেষকরা বলছেন, সন্ত্রাসবাদ দমনে আঞ্চলিক সহযোগিতা জরুরি। একাধিক দেশ যৌথ অভিযান পরিচালনার বিষয়ে সম্মত হয়েছে। নিরাপত্তা পরিষদের বৈঠকে বিষয়টি নিয়ে বিস্তারিত আলোচনা হয়। প্রতিনিধিরা বলেন, বেসামরিক মানুষের সুরক্ষা সর্বোচ্চ প্রাধান্য পাওয়া উচিত। মানবিক সহায়তা পৌঁছানোর পথ উন্মুক্ত রাখার আহ্বানও জানানো হয়েছে। জাতিসংঘের প্রতিবেদনে বলা হয়েছে, লাখো মানুষ ঘরবাড়ি ছেড়ে পালিয়েছে। শরণার্থী শিবিরগুলোতে খাদ্য ও চিকিৎসা সামগ্রীর তীব্র সংকট রয়েছে। বিভিন্ন দেশ অতিরিক্ত তহবিল দেওয়ার প্রতিশ্রুতি দিয়েছে। তবে প্রতিশ্রুত অর্থের বড় অংশ এখনো পাওয়া যায়নি বলে অভিযোগ রয়েছে। ত্রাণ সংস্থাগুলো বলছে, দ্রুত সহায়তা না পেলে পরিস্থিতি আরও অবনতি হতে পারে। স্থানীয় প্রশাসন জানায়, পুনর্গঠন কাজ শুরু করতে কয়েক বছর সময় লাগবে। অবকাঠামো ধ্বংস হওয়ায় শিক্ষা ও স্বাস্থ্যসেবা কার্যক্রম ব্যাপকভাবে ব্যাহত হয়েছে। শিশুরা দীর্ঘদিন স্কুলের বাইরে থাকায় শিক্ষা ঘাটতি তৈরি হয়েছে। আন্তর্জাতিক সংস্থাগুলো বিকল্প শিক্ষা কার্যক্রম চালুর উদ্যোগ নিয়েছে। কর্মকর্তারা বলছেন, রাজনৈতিক সমাধান ছাড়া স্থায়ী শান্তি সম্ভব নয়। আলোচনার টেবিলে সব পক্ষকে আসার আহ্বান জানানো হয়েছে। মধ্যস্থতাকারী দেশগুলো যোগাযোগ অব্যাহত রেখেছে বলে জানা গেছে। একটি খসড়া প্রস্তাব নিয়ে আলোচনা চলছে বলেও সূত্র জানিয়েছে। পর্যবেক্ষকরা বলছেন, আগামী কয়েক মাস পরিস্থিতির জন্য গুরুত্বপূর্ণ হবে। <box>984 85 1167 229</box>
section-title: খবরের শেষাংশ <box>795 35 945 62</box>
date-day: সোমবার <box>1043 35 1090 51</box>
paragraph: নির্বাচন পরবর্তী সময়ে অর্থনৈতিক চ্যালেঞ্জ মোকাবিলায় পরিকল্পনা প্রণয়নের কথা জানিয়েছেন নীতিনির্ধারকরা। মূল্যস্ফীতি নিয়ন্ত্রণ, রিজার্ভ পরিস্থিতি এবং রাজস্ব আদায়কে অগ্রাধিকার দেওয়া হচ্ছে। বিশ্লেষকরা বলছেন, ডলার সংকট কাটাতে রপ্তানি বৈচিত্র্যকরণ জরুরি। প্রবাসী আয় বাড়াতে বৈধ পথে রেমিট্যান্স পাঠাতে উৎসাহ দেওয়া হচ্ছে। ব্যাংক খাতে সুশাসন নিশ্চিত করার তাগিদ দিয়েছেন অর্থনীতিবিদরা। খেলাপি ঋণ আদায়ে কঠোর পদক্ষেপের সুপারিশ করা হয়েছে। বিদ্যুৎ ও গ্যাস খাতে ভর্তুকি সমন্বয়ের বিষয়টিও আলোচনায় রয়েছে। কর্মসংস্থান সৃষ্টিতে ক্ষুদ্র ও মধ্যম উদ্যোগে সহায়তা বাড়ানোর কথা বলা হয়েছে। কৃষি উৎপাদন ধরে রাখতে সার ও বীজের সরবরাহ নিশ্চিত করা হবে। শিক্ষা ও স্বাস্থ্য খাতে বরাদ্দ বাড়ানোর দাবি জানিয়েছেন বিশেষজ্ঞরা। বিনিয়োগ আকর্ষণে অবকাঠামো উন্নয়ন অব্যাহত রাখা হবে। বিদেশি বিনিয়োগকারীদের জন্য প্রক্রিয়া সহজ করার উদ্যোগ নেওয়া হয়েছে। কর্মকর্তারা বলছেন, সংস্কার কার্যক্রম ধারাবাহিকভাবে এগিয়ে নেওয়া হবে। <box>984 692 1167 788</box>
article-body <box>985 692 1168 789</box>
headline-line-2: তৈরি করছে: ওবায়দুল কাদের <box>999 838 1152 854</box>
paragraph: ফরিদপুরের স্থানীয় রাজনীতিতে আলোচিত এক প্রার্থীর নির্বাচনী তৎপরতা নিয়ে আলোচনা চলছে। এলাকার বাসিন্দারা বলছেন, দীর্ঘদিন ধরে প্রতিশ্রুতি পেলেও দৃশ্যমান উন্নয়ন হয়নি। রাস্তাঘাটের বেহাল দশা নিয়ে ক্ষোভ প্রকাশ করেছেন স্থানীয়রা। বর্ষায় জলাবদ্ধতা নিত্যদিনের ভোগান্তি হয়ে দাঁড়িয়েছে। স্বাস্থ্যকেন্দ্রে চিকিৎসক সংকটের কথাও জানিয়েছেন তারা। শিক্ষাপ্রতিষ্ঠানে শিক্ষক ঘাটতি নিয়েও অভিযোগ রয়েছে। প্রার্থী অবশ্য বলছেন, বাজেট বরাদ্দ কম থাকায় অনেক কাজ শেষ করা যায়নি। তিনি দাবি করেন, নতুন মেয়াদে পেলে অসমাপ্ত কাজ শেষ করবেন। প্রতিদ্বন্দ্বী প্রার্থীরা বলছেন, জবাবদিহির অভাবেই উন্নয়ন থমকে আছে। ভোটারদের একটি অংশ পরিবর্তনের পক্ষে মত দিয়েছেন। স্থানীয় ব্যবসায়ীরা বলছেন, বাজার ব্যবস্থাপনায় সংস্কার দরকার। কৃষকরা সারের সরবরাহ ও ন্যায্য দাম নিশ্চিত করার দাবি জানিয়েছেন। নারীরা নিরাপদ যাতায়াত ও কর্মসংস্থানের সুযোগ চেয়েছেন। তরুণরা বলছেন, প্রযুক্তি প্রশিক্ষণ কেন্দ্র স্থাপন করা হলে কাজে লাগবে। সব মিলিয়ে আসনটিতে হাড্ডাহাড্ডি লড়াইয়ের সম্ভাবনা রয়েছে বলে মনে করছেন বিশ্লেষকরা। <box>424 275 639 363</box>
divider <box>23 654 267 655</box>
divider <box>424 228 639 229</box>
logo-tagline: সত্যসন্ধ ও অধিকার সচেতন <box>16 16 93 23</box>
column-5 <box>784 84 1174 1839</box>
